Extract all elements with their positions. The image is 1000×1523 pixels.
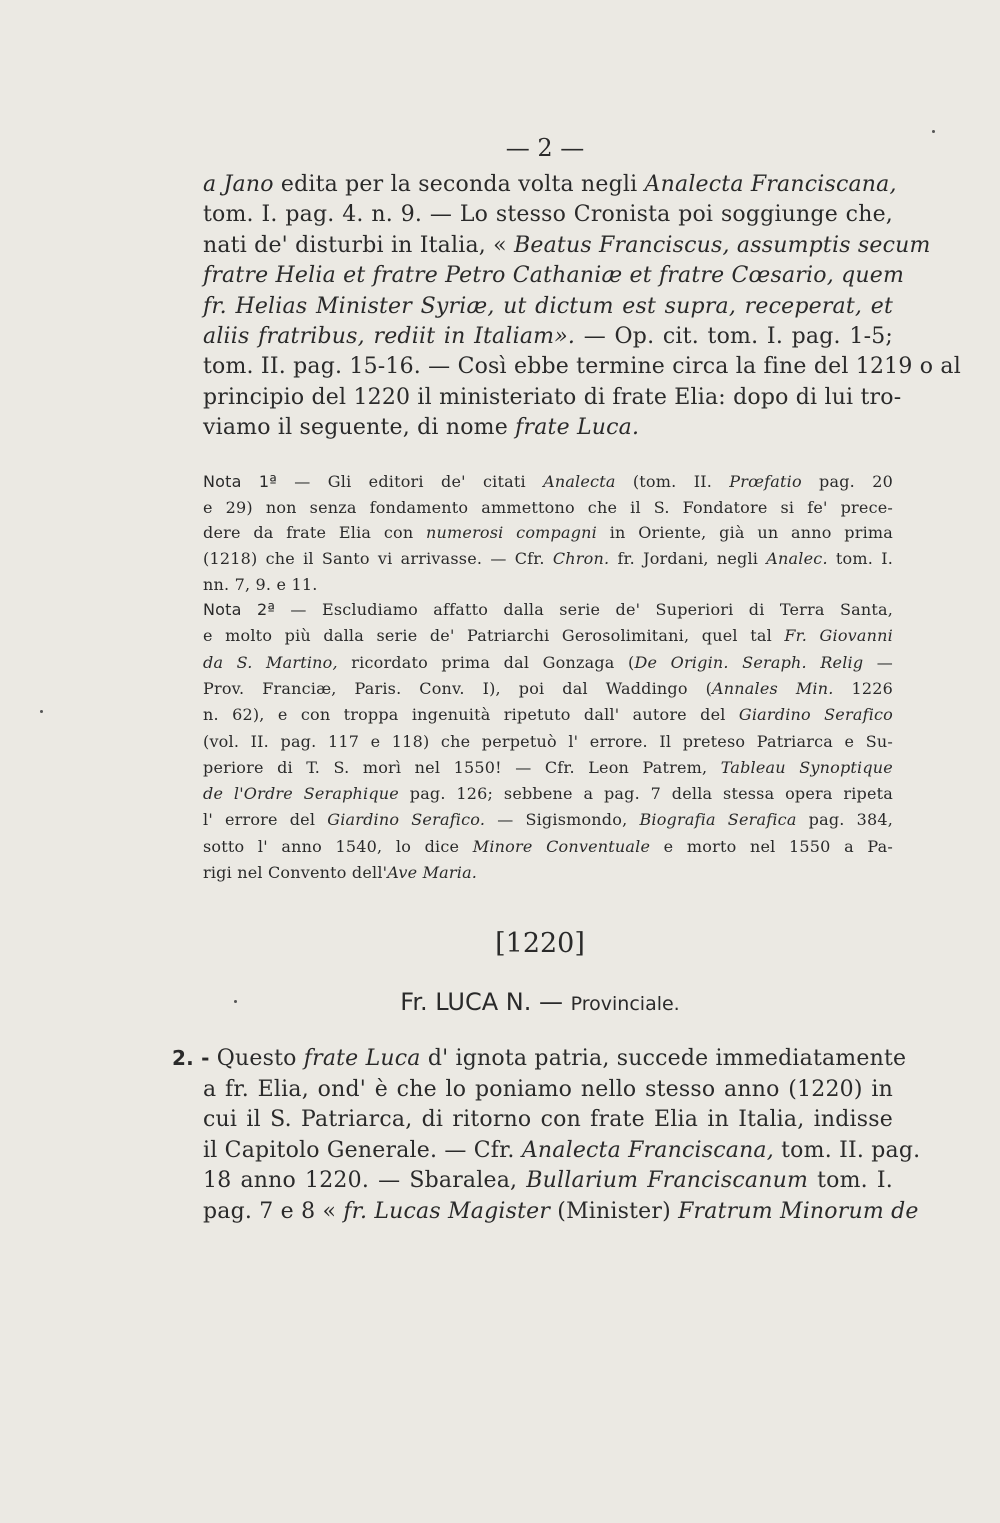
text-run: l' errore del [203, 810, 328, 830]
text-run: — Op. cit. tom. I. pag. 1-5; [575, 324, 894, 349]
italic-run: Minore Conventuale [472, 836, 651, 856]
text-run: Questo [209, 1046, 304, 1071]
text-line [203, 679, 893, 698]
italic-run: Chron. [552, 549, 610, 569]
text-run: Prov. Franciæ, Paris. Conv. I), poi dal Waddingo ( [203, 678, 713, 698]
text-run: dere da frate Elia con [203, 523, 427, 543]
text-run: (tom. II. [615, 472, 730, 491]
text-line [203, 523, 893, 542]
text-run: nati de' disturbi in Italia, « [203, 232, 515, 258]
italic-run: Bullarium Franciscanum [526, 1168, 809, 1193]
italic-run: fr. Lucas Magister [343, 1198, 551, 1224]
heading-name: Fr. LUCA N. [400, 988, 532, 1016]
text-run: (vol. II. pag. 117 e 118) che perpetuò l' errore. Il preteso Patriarca e Su- [203, 731, 893, 751]
italic-run: Beatus Franciscus, assumptis secum [514, 232, 931, 258]
text-run: periore di T. S. morì nel 1550! — Cfr. Leon Patrem, [203, 757, 721, 777]
text-run: tom. I. pag. 4. n. 9. — Lo stesso Cronista poi soggiunge che, [203, 202, 893, 228]
text-line [203, 863, 893, 882]
text-line [203, 549, 893, 568]
text-run: — [863, 652, 894, 672]
text-run: ricordato prima dal Gonzaga ( [337, 652, 635, 672]
italic-run: Giardino Serafico [738, 705, 893, 725]
italic-run: Analecta [543, 472, 616, 491]
text-run: a fr. Elia, ond' è che lo poniamo nello stesso anno (1220) in [203, 1076, 893, 1102]
text-line [203, 294, 893, 319]
italic-run: fratre Helia et fratre Petro Cathaniæ et fratre Cœsario, quem [203, 263, 905, 289]
italic-run: Fr. Giovanni [784, 626, 893, 646]
paper-speck [932, 130, 935, 133]
italic-run: Annales Min. [712, 678, 834, 698]
text-line [203, 232, 931, 258]
text-line [203, 263, 905, 289]
text-run: e 29) non senza fondamento ammettono che il S. Fondatore si fe' prece- [203, 497, 893, 517]
text-line [203, 1198, 919, 1224]
italic-run: Analec. [766, 549, 828, 569]
italic-run: Ave Maria. [387, 863, 478, 882]
text-line [203, 1107, 893, 1132]
text-line [203, 758, 893, 777]
italic-run: de l'Ordre Seraphique [203, 784, 399, 804]
text-line [203, 732, 893, 751]
text-run: cui il S. Patriarca, di ritorno con frate Elia in Italia, indisse [203, 1107, 893, 1132]
text-run: tom. II. pag. [773, 1137, 921, 1163]
section-heading [330, 988, 750, 1016]
italic-run: Prœfatio [729, 472, 802, 491]
text-run: pag. 20 [801, 472, 893, 491]
italic-run: frate Luca [303, 1046, 421, 1071]
text-line [203, 575, 893, 594]
text-run: rigi nel Convento dell' [203, 863, 388, 882]
text-line [203, 626, 893, 645]
text-run: (Minister) [550, 1198, 679, 1224]
paper-speck [40, 710, 43, 713]
heading-dash: — [531, 988, 571, 1016]
italic-run: aliis fratribus, rediit in Italiam». [203, 324, 576, 349]
page-number: — 2 — [505, 134, 585, 162]
text-line [203, 837, 893, 856]
text-line [203, 354, 961, 380]
text-run: fr. Jordani, negli [609, 549, 767, 569]
italic-run: Analecta Franciscana, [644, 172, 897, 197]
italic-run: fr. Helias Minister Syriæ, ut dictum est supra, receperat, et [203, 293, 893, 319]
text-line [203, 810, 893, 829]
italic-run: numerosi compagni [426, 523, 597, 543]
text-run: il Capitolo Generale. — Cfr. [203, 1137, 522, 1163]
year-heading: [1220] [495, 928, 585, 959]
text-run: 1226 [833, 678, 893, 698]
text-line [203, 1077, 893, 1102]
text-run: (1218) che il Santo vi arrivasse. — Cfr. [203, 549, 553, 569]
text-run: tom. I. [827, 549, 894, 569]
text-line [203, 472, 893, 491]
italic-run: De Origin. Seraph. Relig [634, 652, 864, 672]
italic-run: Tableau Synoptique [720, 757, 893, 777]
heading-role: Provinciale. [570, 993, 680, 1015]
text-run: pag. 384, [796, 810, 894, 830]
italic-run: da S. Martino, [203, 652, 338, 672]
text-run: e morto nel 1550 a Pa- [650, 836, 894, 856]
text-line [203, 202, 893, 227]
text-run: tom. I. [808, 1168, 893, 1193]
italic-run: frate Luca. [515, 415, 640, 441]
italic-run: Biografia Serafica [639, 810, 797, 830]
text-run: in Oriente, già un anno prima [597, 523, 894, 543]
text-run: n. 62), e con troppa ingenuità ripetuto dall' autore del [203, 705, 739, 725]
text-line [203, 415, 893, 440]
text-line [203, 498, 893, 517]
italic-run: Fratrum Minorum de [678, 1198, 919, 1224]
text-run: nn. 7, 9. e 11. [203, 574, 318, 594]
text-line [203, 1168, 893, 1193]
text-run: pag. 126; sebbene a pag. 7 della stessa opera ripeta [398, 784, 894, 804]
text-line [203, 324, 893, 349]
text-line [203, 384, 902, 410]
text-run: — Escludiamo affatto dalla serie de' Superiori di Terra Santa, [275, 600, 893, 619]
text-run: e molto più dalla serie de' Patriarchi Gerosolimitani, quel tal [203, 626, 785, 646]
text-line [203, 653, 893, 672]
text-run: — Sigismondo, [485, 810, 640, 830]
text-line [203, 705, 893, 724]
text-run: tom. II. pag. 15-16. — Così ebbe termine circa la fine del 1219 o al [203, 354, 961, 380]
text-line [203, 1137, 921, 1163]
text-run: pag. 7 e 8 « [203, 1198, 344, 1224]
text-run: viamo il seguente, di nome [203, 415, 516, 441]
note-label: Nota 2ª [203, 600, 276, 619]
text-run: 18 anno 1220. — Sbaralea, [203, 1168, 527, 1193]
italic-run: Giardino Serafico. [327, 810, 486, 830]
text-line [203, 600, 893, 619]
note-label: Nota 1ª [203, 472, 278, 491]
text-run: principio del 1220 il ministeriato di frate Elia: dopo di lui tro- [203, 384, 902, 410]
italic-run: Analecta Franciscana, [521, 1137, 774, 1163]
text-line [203, 172, 897, 197]
text-line [203, 784, 893, 803]
text-line [172, 1046, 907, 1071]
text-run: — Gli editori de' citati [277, 472, 544, 491]
italic-run: a Jano [203, 172, 274, 197]
text-run: edita per la seconda volta negli [273, 172, 645, 197]
text-run: sotto l' anno 1540, lo dice [203, 836, 473, 856]
section-number: 2. - [172, 1046, 210, 1070]
text-run: d' ignota patria, succede immediatamente [420, 1046, 907, 1071]
paper-speck [234, 1000, 237, 1003]
